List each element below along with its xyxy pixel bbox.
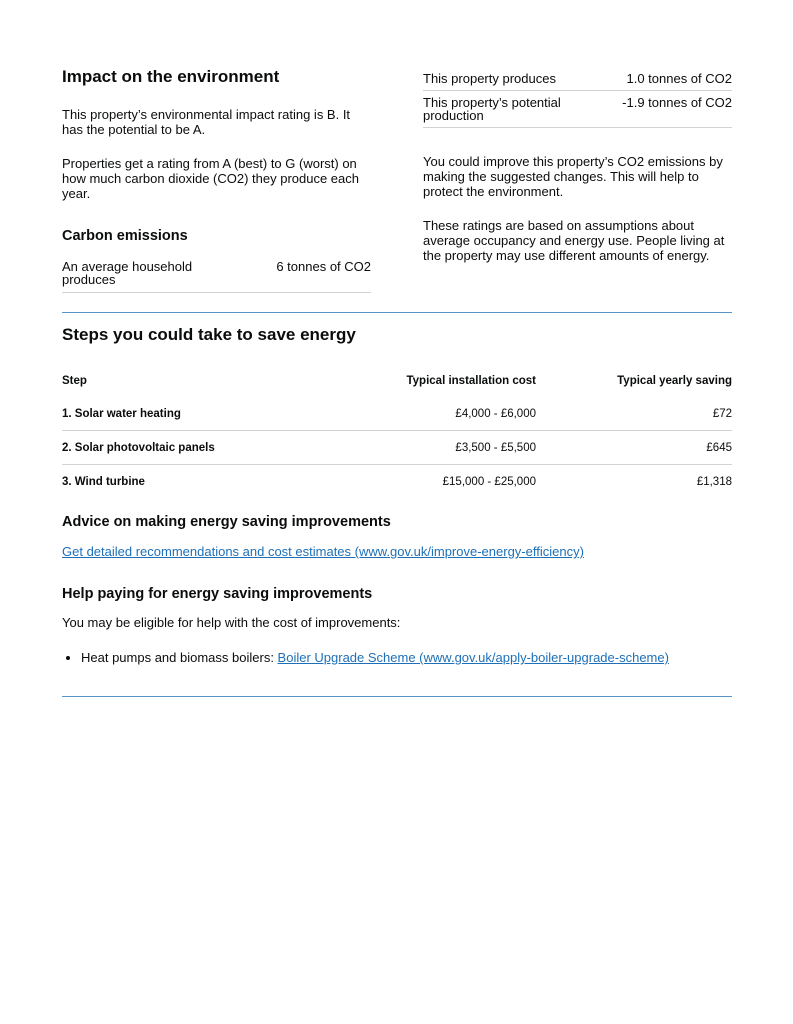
boiler-upgrade-scheme-link[interactable]: Boiler Upgrade Scheme (www.gov.uk/apply-boiler-upgrade-scheme) (277, 650, 669, 665)
property-produces-value: 1.0 tonnes of CO2 (626, 71, 732, 86)
assumptions-text: These ratings are based on assumptions about average occupancy and energy use. People living at the property may use different amounts of energy. (423, 218, 725, 263)
advice-heading: Advice on making energy saving improvements (62, 514, 391, 530)
step-cost: £3,500 - £5,500 (342, 431, 536, 465)
carbon-emissions-heading: Carbon emissions (62, 228, 188, 244)
step-name: 2. Solar photovoltaic panels (62, 431, 342, 465)
section-divider (62, 312, 732, 313)
table-row (62, 465, 732, 499)
column-header-saving: Typical yearly saving (617, 374, 732, 387)
help-item-label: Heat pumps and biomass boilers: (81, 650, 278, 665)
potential-production-label: This property’s potential production (423, 95, 561, 123)
environment-right-column (423, 72, 732, 263)
step-saving: £645 (536, 431, 732, 465)
table-row (62, 431, 732, 465)
average-household-label: An average household produces (62, 259, 193, 287)
property-produces-row (423, 72, 732, 91)
help-list (62, 650, 669, 665)
potential-production-value: -1.9 tonnes of CO2 (622, 95, 732, 110)
steps-table-header (62, 364, 732, 397)
step-cost: £4,000 - £6,000 (455, 407, 536, 420)
step-cost: £15,000 - £25,000 (342, 465, 536, 499)
step-name: 3. Wind turbine (62, 465, 342, 499)
improve-text: You could improve this property’s CO2 emissions by making the suggested changes. This will help to protect the environment. (423, 154, 723, 199)
list-item (81, 650, 669, 665)
table-row (62, 397, 732, 431)
potential-production-row (423, 91, 732, 128)
column-header-cost: Typical installation cost (406, 374, 536, 387)
environment-heading: Impact on the environment (62, 67, 280, 86)
step-saving: £1,318 (536, 465, 732, 499)
help-intro: You may be eligible for help with the cost of improvements: (62, 615, 401, 630)
rating-explanation: Properties get a rating from A (best) to G (worst) on how much carbon dioxide (CO2) they produce each year. (62, 156, 359, 201)
step-saving: £72 (712, 407, 732, 420)
help-heading: Help paying for energy saving improvements (62, 586, 373, 602)
steps-heading: Steps you could take to save energy (62, 325, 356, 344)
column-header-step: Step (62, 374, 87, 387)
improve-energy-efficiency-link[interactable]: Get detailed recommendations and cost estimates (www.gov.uk/improve-energy-efficiency) (62, 544, 584, 559)
steps-table (62, 364, 732, 498)
bottom-divider (62, 696, 732, 697)
step-name: 1. Solar water heating (62, 407, 181, 420)
average-household-value: 6 tonnes of CO2 (276, 259, 371, 274)
environment-left-column (62, 66, 371, 293)
average-household-row (62, 260, 371, 293)
rating-text: This property’s environmental impact rating is B. It has the potential to be A. (62, 107, 351, 137)
property-produces-label: This property produces (423, 71, 556, 86)
